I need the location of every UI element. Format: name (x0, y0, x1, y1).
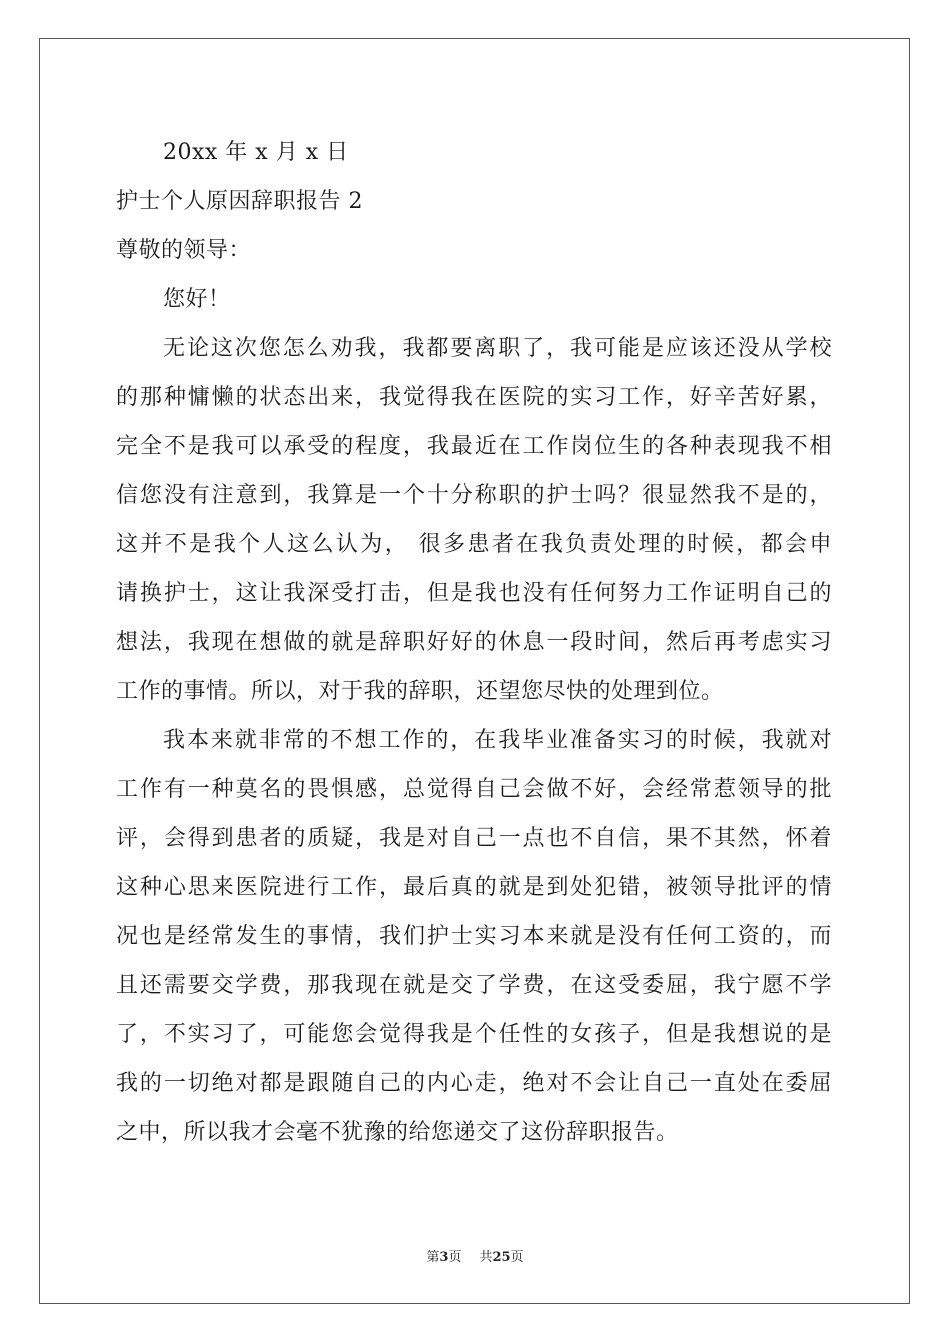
paragraph-line: 这种心思来医院进行工作，最后真的就是到处犯错，被领导批评的情 (116, 875, 832, 900)
document-title: 护士个人原因辞职报告 2 (116, 189, 363, 214)
paragraph-line: 工作的事情。所以，对于我的辞职，还望您尽快的处理到位。 (116, 679, 724, 704)
paragraph-line: 况也是经常发生的事情，我们护士实习本来就是没有任何工资的，而 (116, 924, 832, 949)
paragraph-line: 评，会得到患者的质疑，我是对自己一点也不自信，果不其然，怀着 (116, 826, 832, 851)
salutation: 尊敬的领导： (116, 238, 252, 263)
paragraph-line: 了，不实习了，可能您会觉得我是个任性的女孩子，但是我想说的是 (116, 1022, 832, 1047)
greeting: 您好！ (163, 287, 231, 312)
document-body (116, 128, 832, 1157)
paragraph-line: 无论这次您怎么劝我，我都要离职了，我可能是应该还没从学校 (163, 336, 832, 361)
paragraph-line: 的那种慵懒的状态出来，我觉得我在医院的实习工作，好辛苦好累， (116, 385, 832, 410)
paragraph-line: 请换护士，这让我深受打击，但是我也没有任何努力工作证明自己的 (116, 581, 832, 606)
total-suffix: 页 (510, 1250, 524, 1265)
page-footer (0, 1250, 950, 1266)
paragraph-line: 之中，所以我才会毫不犹豫的给您递交了这份辞职报告。 (116, 1120, 679, 1145)
paragraph-line: 且还需要交学费，那我现在就是交了学费，在这受委屈，我宁愿不学 (116, 973, 832, 998)
paragraph-2 (116, 716, 832, 1157)
paragraph-line: 我的一切绝对都是跟随自己的内心走，绝对不会让自己一直处在委屈 (116, 1071, 832, 1096)
page-current: 3 (439, 1250, 449, 1265)
paragraph-1 (116, 324, 832, 716)
paragraph-line: 信您没有注意到，我算是一个十分称职的护士吗？很显然我不是的， (116, 483, 832, 508)
paragraph-line: 工作有一种莫名的畏惧感，总觉得自己会做不好，会经常惹领导的批 (116, 777, 832, 802)
page-total: 25 (492, 1250, 511, 1265)
page-prefix: 第 (426, 1250, 440, 1265)
page-suffix: 页 (448, 1250, 462, 1265)
date-line: 20xx 年 x 月 x 日 (163, 140, 349, 165)
paragraph-line: 我本来就非常的不想工作的，在我毕业准备实习的时候，我就对 (163, 728, 832, 753)
total-prefix: 共 (479, 1250, 493, 1265)
paragraph-line: 这并不是我个人这么认为， 很多患者在我负责处理的时候，都会申 (116, 532, 832, 557)
paragraph-line: 想法，我现在想做的就是辞职好好的休息一段时间，然后再考虑实习 (116, 630, 832, 655)
paragraph-line: 完全不是我可以承受的程度，我最近在工作岗位生的各种表现我不相 (116, 434, 832, 459)
